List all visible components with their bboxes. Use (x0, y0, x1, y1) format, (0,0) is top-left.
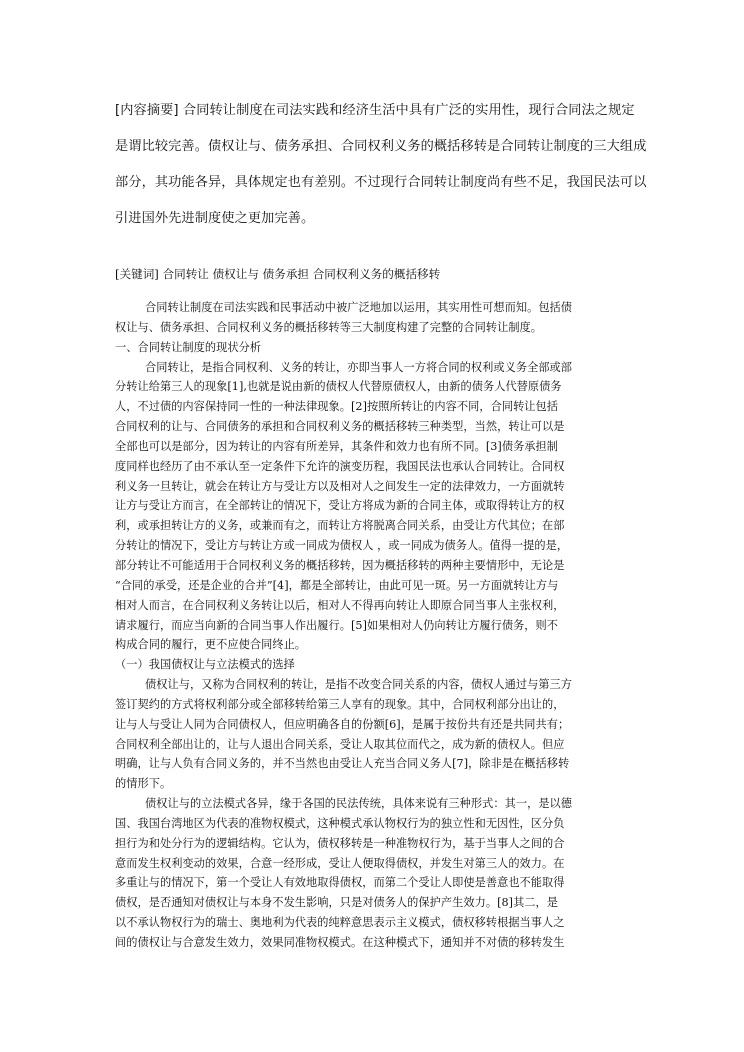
body-line: 部分转让不可能适用于合同权利义务的概括移转，因为概括移转的两种主要情形中，无论是 (115, 558, 565, 572)
body-line: 债权让与，又称为合同权利的转让，是指不改变合同关系的内容，债权人通过与第三方 (145, 678, 573, 692)
abstract (115, 93, 647, 237)
body-line: 权让与、债务承担、合同权利义务的概括移转等三大制度构建了完整的合同转让制度。 (115, 320, 543, 334)
body-line: 多重让与的情况下，第一个受让人有效地取得债权，而第二个受让人即使是善意也不能取得 (115, 876, 565, 890)
body-line: 以不承认物权行为的瑞士、奥地利为代表的纯粹意思表示主义模式，债权移转根据当事人之 (115, 916, 565, 930)
body-line: 让与人与受让人同为合同债权人，但应明确各自的份额[6]，是属于按份共有还是共同共有； (115, 717, 570, 731)
body-line: 利，或承担转让方的义务，或兼而有之，而转让方将脱离合同关系，由受让方代其位；在部 (115, 519, 565, 533)
body-line: 构成合同的履行，更不应使合同终止。 (115, 638, 307, 652)
body-line: “合同的承受，还是企业的合并”[4]，都是全部转让，由此可见一斑。另一方面就转让方与 (115, 578, 559, 592)
abstract-line: 部分，其功能各异，具体规定也有差别。不过现行合同转让制度尚有些不足，我国民法可以 (115, 175, 647, 190)
body-text (115, 298, 635, 953)
body-line: 人，不过债的内容保持同一性的一种法律现象。[2]按照所转让的内容不同，合同转让包括 (115, 400, 559, 414)
abstract-line: [内容摘要] 合同转让制度在司法实践和经济生活中具有广泛的实用性，现行合同法之规定 (115, 103, 635, 118)
body-line: 度同样也经历了由不承认至一定条件下允许的演变历程，我国民法也承认合同转让。合同权 (115, 459, 565, 473)
body-line: 的情形下。 (115, 777, 172, 791)
body-line: 合同转让制度在司法实践和民事活动中被广泛地加以运用，其实用性可想而知。包括债 (145, 301, 573, 314)
body-line: 意而发生权利变动的效果，合意一经形成，受让人便取得债权，并发生对第三人的效力。在 (115, 856, 565, 870)
abstract-line: 是谓比较完善。债权让与、债务承担、合同权利义务的概括移转是合同转让制度的三大组成 (115, 139, 647, 154)
body-line: 债权，是否通知对债权让与本身不发生影响，只是对债务人的保护产生效力。[8]其二，是 (115, 896, 559, 910)
body-line: 担行为和处分行为的逻辑结构。它认为，债权移转是一种准物权行为，基于当事人之间的合 (115, 836, 565, 850)
body-line: 国、我国台湾地区为代表的准物权模式，这种模式承认物权行为的独立性和无因性，区分负 (115, 816, 565, 830)
body-line: 相对人而言，在合同权利义务转让以后，相对人不得再向转让人即原合同当事人主张权利， (115, 598, 565, 612)
body-line: 分转让给第三人的现象[1],也就是说由新的债权人代替原债权人，由新的债务人代替原债务 (115, 380, 562, 394)
body-line: 明确，让与人负有合同义务的，并不当然也由受让人充当合同义务人[7]，除非是在概括移转 (115, 757, 570, 771)
body-line: 利义务一旦转让，就会在转让方与受让方以及相对人之间发生一定的法律效力，一方面就转 (115, 479, 565, 493)
section-heading: 一、合同转让制度的现状分析 (115, 340, 262, 354)
body-line: 请求履行，而应当向新的合同当事人作出履行。[5]如果相对人仍向转让方履行债务，则不 (115, 618, 559, 632)
body-line: 分转让的情况下，受让方与转让方或一同成为债权人 ，或一同成为债务人。值得一提的是， (115, 539, 569, 553)
body-line: 合同转让，是指合同权利、义务的转让，亦即当事人一方将合同的权利或义务全部或部 (145, 360, 573, 374)
body-line: 让方与受让方而言，在全部转让的情况下，受让方将成为新的合同主体，或取得转让方的权 (115, 499, 565, 513)
body-line: 间的债权让与合意发生效力，效果同准物权模式。在这种模式下，通知并不对债的移转发生 (115, 936, 565, 949)
body-line: 合同权利的让与、合同债务的承担和合同权利义务的概括移转三种类型，当然，转让可以是 (115, 420, 565, 434)
body-line: 债权让与的立法模式各异，缘于各国的民法传统，具体来说有三种形式：其一，是以德 (145, 797, 573, 811)
body-line: 全部也可以是部分，因为转让的内容有所差异，其条件和效力也有所不同。[3]债务承担制 (115, 439, 559, 453)
keywords: [关键词] 合同转让 债权让与 债务承担 合同权利义务的概括移转 (115, 267, 441, 281)
body-line: 合同权利全部出让的，让与人退出合同关系，受让人取其位而代之，成为新的债权人。但应 (115, 737, 565, 751)
subsection-heading: （一）我国债权让与立法模式的选择 (115, 658, 295, 672)
body-line: 签订契约的方式将权利部分或全部移转给第三人享有的现象。其中，合同权利部分出让的， (115, 697, 565, 711)
abstract-line: 引进国外先进制度使之更加完善。 (115, 211, 315, 226)
